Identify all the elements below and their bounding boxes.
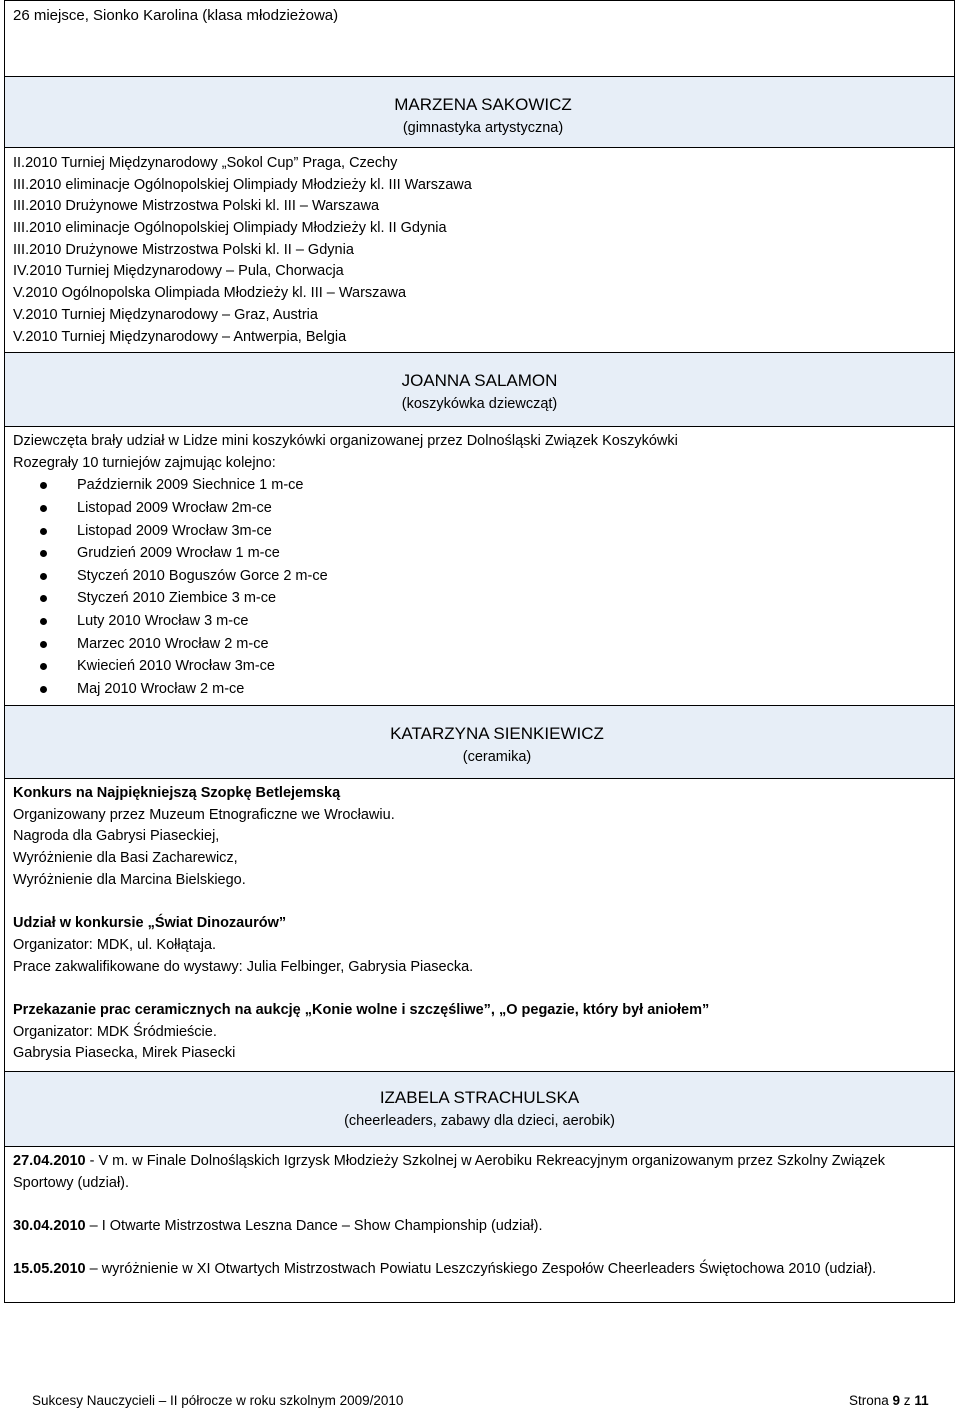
strachulska-header: [4, 1071, 955, 1147]
sienkiewicz-block2-line: Organizator: MDK, ul. Kołłątaja.: [13, 936, 217, 953]
bullet-list-item: [13, 497, 946, 520]
sakowicz-entry: IV.2010 Turniej Międzynarodowy – Pula, Chorwacja: [13, 263, 344, 280]
bullet-text: Październik 2009 Siechnice 1 m-ce: [77, 477, 304, 494]
sienkiewicz-block1-line: Nagroda dla Gabrysi Piaseckiej,: [13, 828, 220, 845]
entry-text: - V m. w Finale Dolnośląskich Igrzysk Młodzieży Szkolnej w Aerobiku Rekreacyjnym organizowanym przez Szkolny Związek Sportowy (udział).: [13, 1153, 885, 1191]
sienkiewicz-block1-line: Wyróżnienie dla Basi Zacharewicz,: [13, 850, 238, 867]
bullet-text: Luty 2010 Wrocław 3 m-ce: [77, 612, 249, 629]
sakowicz-discipline: (gimnastyka artystyczna): [402, 120, 564, 136]
strachulska-entry: [13, 1151, 946, 1194]
bullet-icon: [40, 595, 47, 602]
sakowicz-entry: III.2010 Drużynowe Mistrzostwa Polski kl. II – Gdynia: [13, 241, 354, 258]
sakowicz-header: [4, 76, 955, 148]
bullet-list-item: [13, 565, 946, 588]
bullet-icon: [40, 550, 47, 557]
bullet-text: Kwiecień 2010 Wrocław 3m-ce: [77, 658, 275, 675]
salamon-content: [4, 426, 955, 706]
footer-page-mid: z: [900, 1393, 915, 1408]
bullet-icon: [40, 641, 47, 648]
sienkiewicz-block2-title: Udział w konkursie „Świat Dinozaurów”: [13, 915, 287, 932]
sakowicz-entries: [4, 147, 955, 353]
bullet-text: Maj 2010 Wrocław 2 m-ce: [77, 680, 245, 697]
sienkiewicz-block1-line: Wyróżnienie dla Marcina Bielskiego.: [13, 871, 246, 888]
salamon-intro-2: Rozegrały 10 turniejów zajmując kolejno:: [13, 454, 276, 471]
bullet-list-item: [13, 633, 946, 656]
sienkiewicz-block3-line: Organizator: MDK Śródmieście.: [13, 1023, 217, 1040]
footer-left: Sukcesy Nauczycieli – II półrocze w roku szkolnym 2009/2010: [32, 1393, 404, 1408]
strachulska-entry: [13, 1259, 946, 1281]
sakowicz-name: MARZENA SAKOWICZ: [394, 95, 572, 114]
salamon-name: JOANNA SALAMON: [401, 371, 558, 390]
bullet-text: Styczeń 2010 Boguszów Gorce 2 m-ce: [77, 567, 328, 584]
bullet-list-item: [13, 474, 946, 497]
sienkiewicz-name: KATARZYNA SIENKIEWICZ: [390, 724, 604, 743]
entry-text: – I Otwarte Mistrzostwa Leszna Dance – Show Championship (udział).: [85, 1218, 543, 1235]
top-line: 26 miejsce, Sionko Karolina (klasa młodzieżowa): [13, 7, 339, 24]
sakowicz-entry: III.2010 Drużynowe Mistrzostwa Polski kl. III – Warszawa: [13, 198, 380, 215]
salamon-header: [4, 352, 955, 427]
bullet-icon: [40, 618, 47, 625]
sienkiewicz-block3-line: Gabrysia Piasecka, Mirek Piasecki: [13, 1045, 236, 1062]
bullet-text: Marzec 2010 Wrocław 2 m-ce: [77, 635, 269, 652]
bullet-icon: [40, 686, 47, 693]
sienkiewicz-content: [4, 778, 955, 1072]
footer-page: [849, 1393, 929, 1408]
sakowicz-entry: III.2010 eliminacje Ogólnopolskiej Olimpiady Młodzieży kl. III Warszawa: [13, 176, 472, 193]
sienkiewicz-block1-line: Organizowany przez Muzeum Etnograficzne we Wrocławiu.: [13, 806, 395, 823]
sakowicz-entry: V.2010 Turniej Międzynarodowy – Graz, Austria: [13, 306, 318, 323]
entry-text: – wyróżnienie w XI Otwartych Mistrzostwach Powiatu Leszczyńskiego Zespołów Cheerleaders Świętochowa 2010 (udział).: [85, 1261, 877, 1278]
entry-date: 30.04.2010: [13, 1218, 86, 1235]
bullet-text: Styczeń 2010 Ziembice 3 m-ce: [77, 590, 277, 607]
footer-page-total: 11: [914, 1393, 929, 1408]
footer-page-prefix: Strona: [849, 1393, 893, 1408]
bullet-list-item: [13, 655, 946, 678]
sienkiewicz-discipline: (ceramika): [462, 749, 532, 765]
sakowicz-entry: V.2010 Ogólnopolska Olimpiada Młodzieży kl. III – Warszawa: [13, 285, 407, 302]
strachulska-entry: [13, 1216, 946, 1238]
bullet-icon: [40, 663, 47, 670]
sienkiewicz-block2-line: Prace zakwalifikowane do wystawy: Julia Felbinger, Gabrysia Piasecka.: [13, 958, 474, 975]
footer-page-num: 9: [892, 1393, 901, 1408]
sienkiewicz-block3-title: Przekazanie prac ceramicznych na aukcję „Konie wolne i szczęśliwe”, „O pegazie, który był aniołem”: [13, 1001, 710, 1018]
bullet-list-item: [13, 678, 946, 701]
bullet-list-item: [13, 587, 946, 610]
bullet-text: Grudzień 2009 Wrocław 1 m-ce: [77, 545, 280, 562]
bullet-list-item: [13, 520, 946, 543]
sakowicz-entry: III.2010 eliminacje Ogólnopolskiej Olimpiady Młodzieży kl. II Gdynia: [13, 220, 447, 237]
sakowicz-entry: II.2010 Turniej Międzynarodowy „Sokol Cup” Praga, Czechy: [13, 155, 398, 171]
salamon-discipline: (koszykówka dziewcząt): [401, 396, 558, 412]
bullet-icon: [40, 528, 47, 535]
bullet-icon: [40, 482, 47, 489]
entry-date: 27.04.2010: [13, 1153, 86, 1169]
bullet-icon: [40, 505, 47, 512]
strachulska-discipline: (cheerleaders, zabawy dla dzieci, aerobik): [344, 1113, 615, 1129]
sienkiewicz-block1-title: Konkurs na Najpiękniejszą Szopkę Betlejemską: [13, 785, 341, 801]
salamon-intro-1: Dziewczęta brały udział w Lidze mini koszykówki organizowanej przez Dolnośląski Związek Koszykówki: [13, 433, 678, 449]
top-box: [4, 0, 955, 77]
entry-date: 15.05.2010: [13, 1261, 86, 1278]
bullet-list-item: [13, 610, 946, 633]
sienkiewicz-header: [4, 705, 955, 779]
bullet-text: Listopad 2009 Wrocław 2m-ce: [77, 499, 272, 516]
strachulska-name: IZABELA STRACHULSKA: [379, 1088, 580, 1107]
sakowicz-entry: V.2010 Turniej Międzynarodowy – Antwerpia, Belgia: [13, 328, 347, 345]
bullet-text: Listopad 2009 Wrocław 3m-ce: [77, 522, 272, 539]
bullet-icon: [40, 573, 47, 580]
bullet-list-item: [13, 542, 946, 565]
strachulska-content: [4, 1146, 955, 1303]
